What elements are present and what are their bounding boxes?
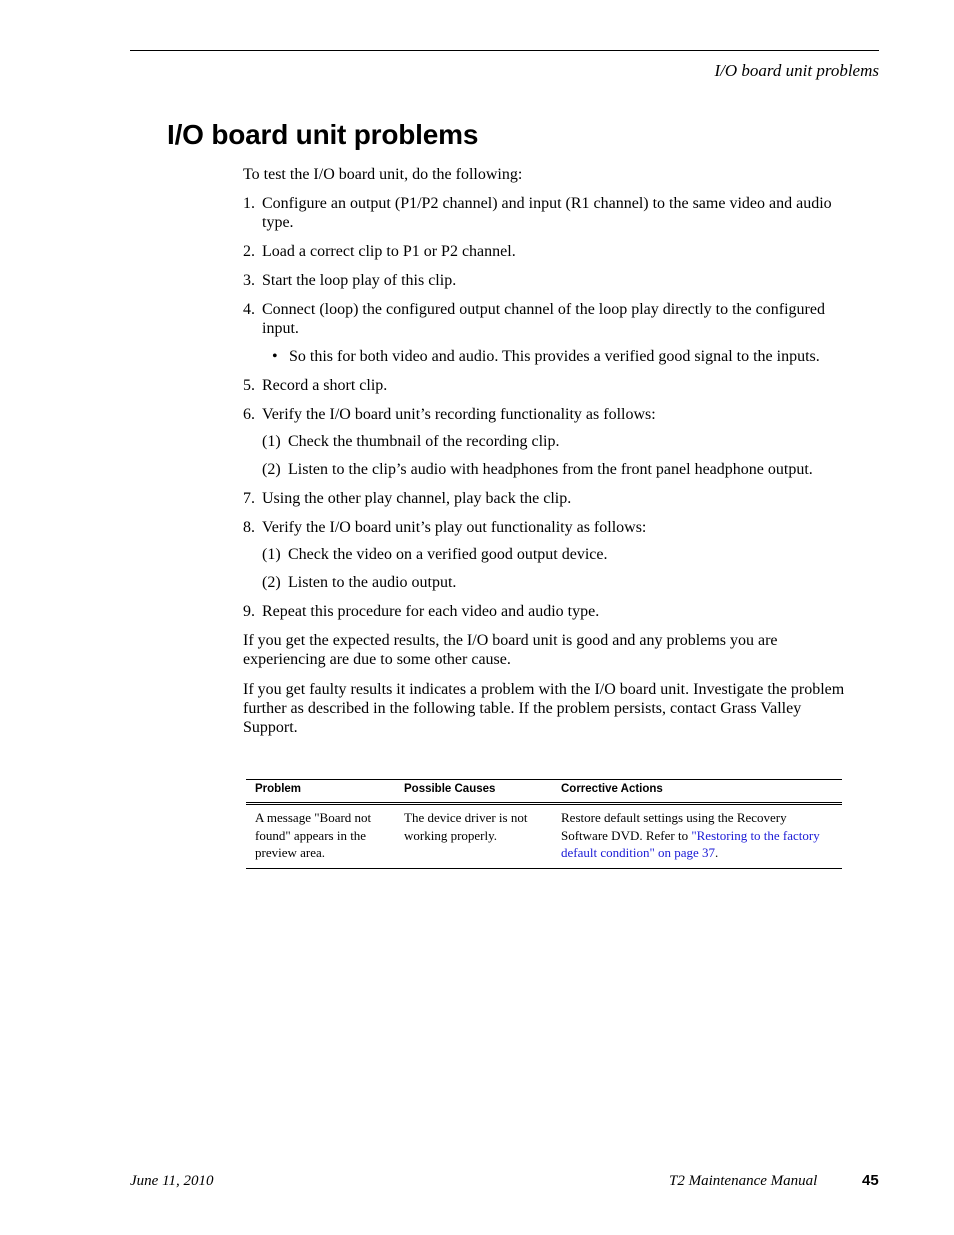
step-9 — [243, 602, 848, 621]
cross-reference-link[interactable]: "Restoring to the factory default condition" on page 37 — [561, 827, 820, 860]
step-text: Record a short clip. — [262, 377, 388, 394]
step-number: 5. — [243, 377, 255, 394]
step-number: 4. — [243, 301, 255, 318]
step-number: 9. — [243, 603, 255, 620]
substep — [262, 460, 848, 479]
step-2 — [243, 242, 848, 261]
step-text: Verify the I/O board unit’s recording functionality as follows: — [262, 406, 656, 423]
step-4 — [243, 300, 848, 366]
section-title: I/O board unit problems — [167, 119, 479, 150]
substep — [262, 432, 848, 451]
problem-table — [246, 779, 842, 869]
step-number: 8. — [243, 519, 255, 536]
step-text: Verify the I/O board unit’s play out functionality as follows: — [262, 519, 647, 536]
cell-cause: The device driver is not working properly. — [395, 804, 552, 869]
step-number: 7. — [243, 490, 255, 507]
step-text: Repeat this procedure for each video and audio type. — [262, 603, 600, 620]
procedure-body — [243, 165, 848, 748]
step-8-substeps — [262, 545, 848, 592]
results-faulty-paragraph: If you get faulty results it indicates a problem with the I/O board unit. Investigate the problem further as described in the following table. If the problem persists, contact Grass Valley Support. — [243, 681, 845, 736]
substep-text: Listen to the audio output. — [288, 574, 457, 591]
footer-manual-title: T2 Maintenance Manual — [669, 1173, 818, 1189]
cell-action — [552, 804, 842, 869]
table-header-row — [246, 780, 842, 804]
step-7 — [243, 489, 848, 508]
step-5 — [243, 376, 848, 395]
column-header-problem: Problem — [246, 780, 395, 804]
intro-text: To test the I/O board unit, do the following: — [243, 166, 523, 183]
step-8 — [243, 518, 848, 592]
step-text: Using the other play channel, play back the clip. — [262, 490, 572, 507]
running-header: I/O board unit problems — [714, 61, 879, 80]
step-list — [243, 194, 848, 621]
substep-text: Listen to the clip’s audio with headphones from the front panel headphone output. — [288, 461, 813, 478]
step-3 — [243, 271, 848, 290]
step-number: 1. — [243, 195, 255, 212]
step-text: Connect (loop) the configured output channel of the loop play directly to the configured input. — [262, 301, 825, 337]
step-text: Configure an output (P1/P2 channel) and input (R1 channel) to the same video and audio type. — [262, 195, 832, 231]
substep-number: (2) — [262, 461, 281, 478]
substep-number: (1) — [262, 433, 281, 450]
substep-number: (2) — [262, 574, 281, 591]
column-header-actions: Corrective Actions — [552, 780, 842, 804]
step-4-bullets — [270, 347, 848, 366]
action-suffix: . — [715, 845, 719, 860]
page-number: 45 — [862, 1172, 879, 1189]
cell-problem: A message "Board not found" appears in the preview area. — [246, 804, 395, 869]
results-good-paragraph: If you get the expected results, the I/O board unit is good and any problems you are experiencing are due to some other cause. — [243, 632, 778, 668]
substep-text: Check the video on a verified good output device. — [288, 546, 608, 563]
footer-date: June 11, 2010 — [130, 1173, 214, 1189]
step-6-substeps — [262, 432, 848, 479]
step-6 — [243, 405, 848, 479]
bullet-item — [270, 347, 848, 366]
substep — [262, 545, 848, 564]
bullet-dot-icon: • — [272, 348, 278, 365]
step-number: 2. — [243, 243, 255, 260]
step-1 — [243, 194, 848, 232]
bullet-text: So this for both video and audio. This provides a verified good signal to the inputs. — [289, 348, 820, 365]
substep-number: (1) — [262, 546, 281, 563]
step-number: 6. — [243, 406, 255, 423]
step-text: Start the loop play of this clip. — [262, 272, 457, 289]
header-rule — [130, 50, 879, 51]
substep — [262, 573, 848, 592]
table-row — [246, 804, 842, 869]
column-header-causes: Possible Causes — [395, 780, 552, 804]
action-text: Restore default settings using the Recovery Software DVD. Refer to — [561, 810, 787, 843]
step-text: Load a correct clip to P1 or P2 channel. — [262, 243, 516, 260]
substep-text: Check the thumbnail of the recording clip. — [288, 433, 560, 450]
step-number: 3. — [243, 272, 255, 289]
